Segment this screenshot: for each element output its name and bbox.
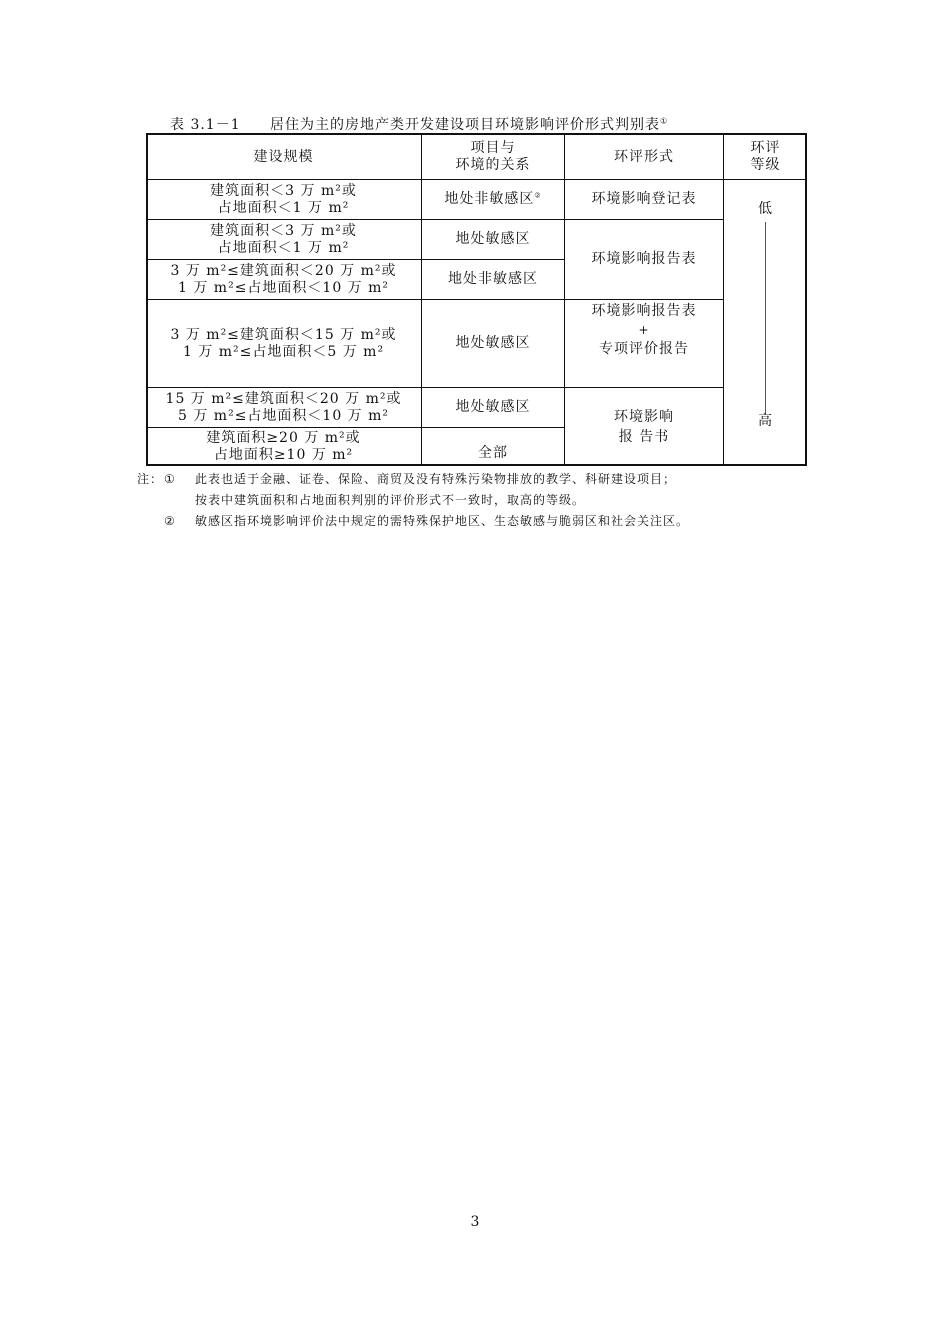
header-relation-line1: 项目与 (470, 140, 516, 156)
form-label: 报 告书 (618, 429, 670, 445)
table-row-2-relation (422, 220, 564, 259)
scale-line: 1 万 m²≤占地面积＜10 万 m² (177, 279, 390, 296)
form-report-form (565, 220, 723, 299)
table-row-4-relation (422, 300, 564, 387)
level-high-label: 高 (758, 412, 773, 429)
header-level (724, 135, 807, 179)
relation-text (444, 191, 541, 208)
scale-line: 3 万 m²≤建筑面积＜20 万 m²或 (170, 262, 397, 279)
relation-label: 地处敏感区 (455, 231, 531, 247)
header-level-line2: 等级 (750, 157, 781, 173)
table-number: 表 3.1－1 (170, 117, 241, 133)
note-2-mark: ② (164, 514, 176, 528)
table-row-6-relation (422, 428, 564, 466)
note-1-mark: ① (164, 472, 176, 486)
table-row-1-relation (422, 180, 564, 219)
table-caption (170, 114, 770, 134)
level-low-label: 低 (758, 200, 773, 217)
scale-line: 占地面积≥10 万 m² (213, 447, 354, 463)
scale-line: 建筑面积＜3 万 m²或 (210, 182, 357, 199)
table-row-4-scale (146, 300, 421, 387)
form-plus: + (638, 323, 650, 337)
form-label: 环境影响 (614, 409, 674, 425)
scale-line: 占地面积＜1 万 m² (217, 239, 350, 256)
scale-line: 建筑面积＜3 万 m²或 (210, 222, 357, 239)
scale-line: 1 万 m²≤占地面积＜5 万 m² (182, 343, 385, 360)
table-row-5-scale (146, 388, 421, 427)
note-2-text: 敏感区指环境影响评价法中规定的需特殊保护地区、生态敏感与脆弱区和社会关注区。 (195, 514, 690, 528)
table-title: 居住为主的房地产类开发建设项目环境影响评价形式判别表 (270, 117, 660, 133)
relation-label: 地处非敏感区 (444, 191, 535, 207)
header-level-line1: 环评 (750, 140, 781, 156)
scale-line: 5 万 m²≤占地面积＜10 万 m² (177, 407, 390, 424)
relation-label: 地处敏感区 (455, 335, 531, 351)
header-relation-line2: 环境的关系 (455, 157, 531, 173)
relation-label: 地处敏感区 (455, 399, 531, 415)
form-report-plus-special (565, 300, 723, 387)
note-1-text: 此表也适于金融、证卷、保险、商贸及没有特殊污染物排放的教学、科研建设项目； (195, 472, 677, 486)
table-row-5-relation (422, 388, 564, 427)
form-label: 环境影响登记表 (591, 191, 697, 207)
scale-line: 建筑面积≥20 万 m²或 (206, 430, 361, 446)
form-label: 环境影响报告表 (591, 303, 697, 319)
level-low (724, 198, 807, 220)
scale-line: 15 万 m²≤建筑面积＜20 万 m²或 (165, 390, 402, 407)
note-1-text-continued: 按表中建筑面积和占地面积判别的评价形式不一致时，取高的等级。 (195, 493, 586, 507)
caption-footnote-mark: ① (660, 116, 669, 126)
level-arrow-line (765, 222, 766, 414)
level-high (724, 410, 807, 432)
relation-footnote-mark: ② (534, 191, 542, 200)
form-report-book (565, 388, 723, 466)
form-registration (565, 180, 723, 219)
page-number: 3 (470, 1214, 480, 1230)
header-form (565, 135, 723, 179)
table-row-6-scale (146, 428, 421, 466)
header-relation (422, 135, 564, 179)
relation-label: 全部 (478, 445, 508, 461)
header-form-label: 环评形式 (614, 148, 674, 165)
relation-label: 地处非敏感区 (448, 271, 538, 287)
scale-line: 3 万 m²≤建筑面积＜15 万 m²或 (170, 326, 397, 343)
table-row-2-scale (146, 220, 421, 259)
notes-prefix: 注： (137, 472, 164, 486)
form-label: 专项评价报告 (599, 341, 689, 357)
table-row-3-relation (422, 260, 564, 299)
scale-line: 占地面积＜1 万 m² (217, 199, 350, 216)
table-row-3-scale (146, 260, 421, 299)
header-scale-label: 建设规模 (253, 148, 314, 165)
table-row-1-scale (146, 180, 421, 219)
form-label: 环境影响报告表 (591, 251, 697, 267)
header-scale (146, 135, 421, 179)
